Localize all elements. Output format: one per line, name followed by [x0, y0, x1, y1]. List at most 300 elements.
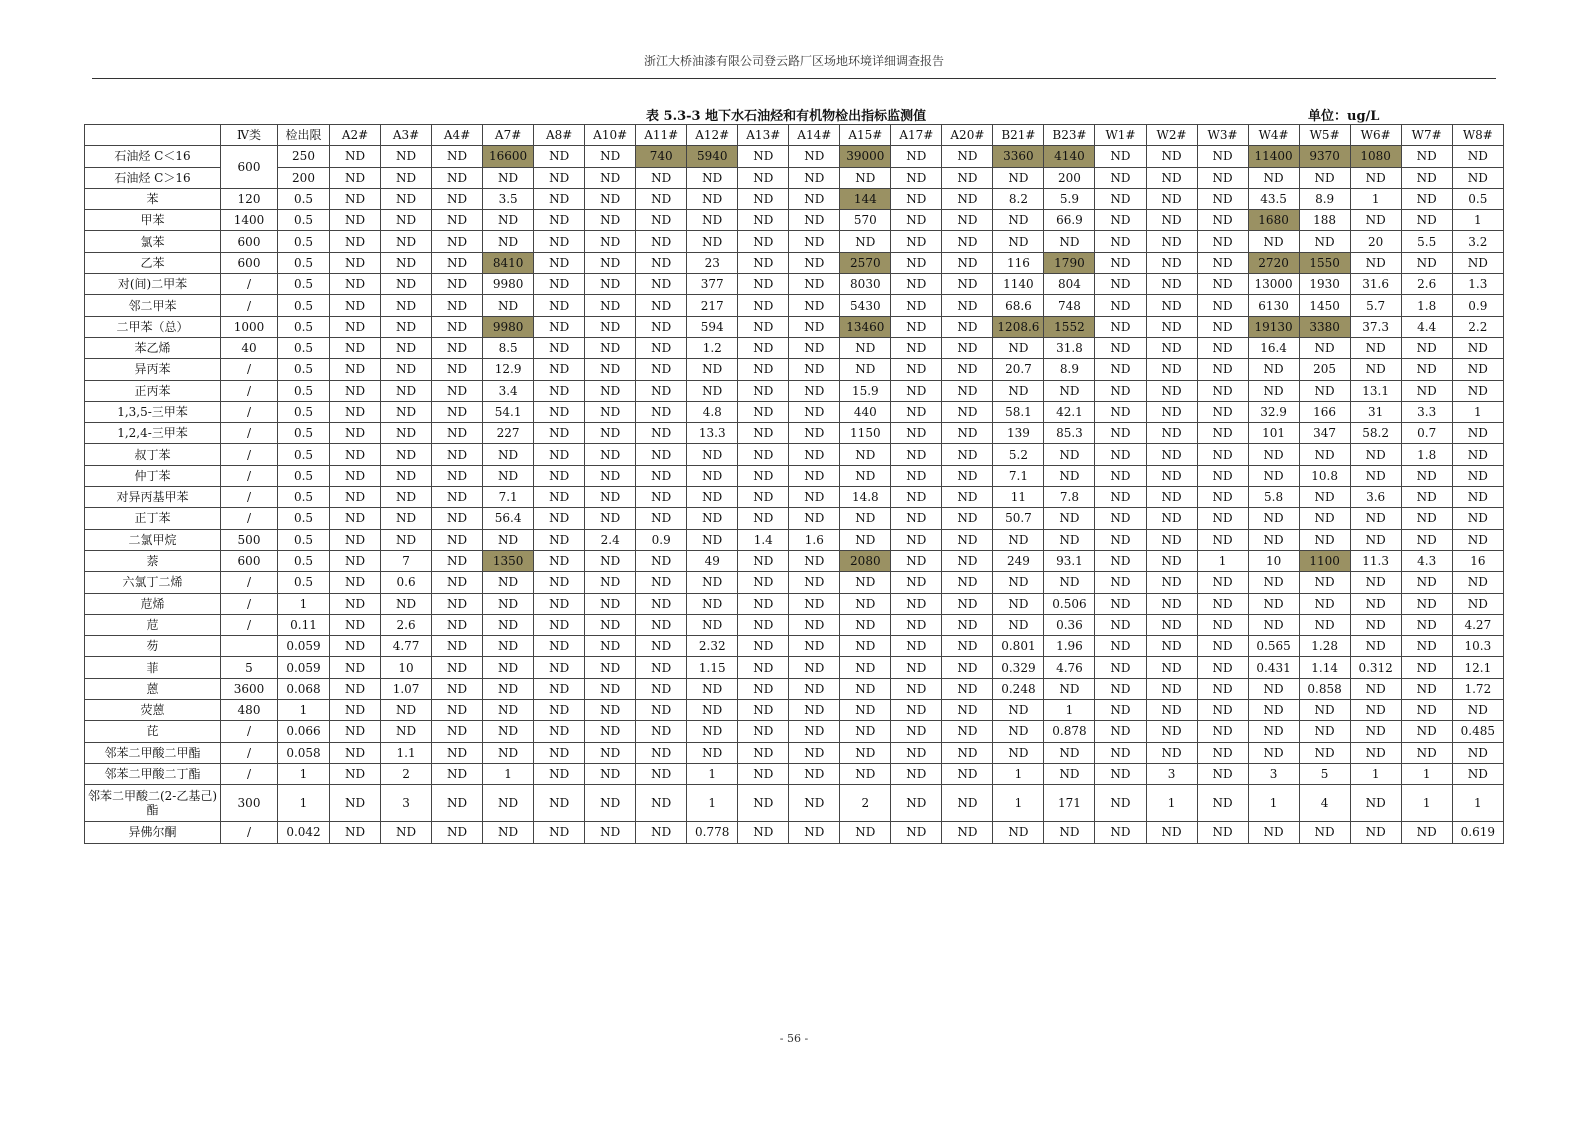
- measured-value: ND: [381, 274, 432, 295]
- measured-value: ND: [840, 593, 891, 614]
- measured-value: ND: [432, 550, 483, 571]
- measured-value: ND: [993, 337, 1044, 358]
- measured-value: ND: [432, 274, 483, 295]
- measured-value: ND: [942, 295, 993, 316]
- measured-value: ND: [789, 508, 840, 529]
- measured-value: ND: [483, 678, 534, 699]
- measured-value: ND: [1452, 529, 1503, 550]
- measured-value: ND: [330, 742, 381, 763]
- measured-value: ND: [432, 614, 483, 635]
- measured-value: ND: [738, 146, 789, 167]
- measured-value: ND: [1299, 822, 1350, 843]
- measured-value: ND: [1197, 188, 1248, 209]
- column-header: [85, 125, 221, 146]
- measured-value: ND: [942, 231, 993, 252]
- detection-limit: 0.5: [278, 487, 330, 508]
- measured-value: ND: [636, 678, 687, 699]
- exceedance-value: 16600: [483, 146, 534, 167]
- measured-value: ND: [483, 614, 534, 635]
- measured-value: 66.9: [1044, 210, 1095, 231]
- measured-value: 0.778: [687, 822, 738, 843]
- exceedance-value: 144: [840, 188, 891, 209]
- measured-value: 1: [1452, 401, 1503, 422]
- measured-value: ND: [993, 822, 1044, 843]
- measured-value: 5.7: [1350, 295, 1401, 316]
- detection-limit: 0.5: [278, 401, 330, 422]
- measured-value: ND: [534, 337, 585, 358]
- measured-value: ND: [687, 700, 738, 721]
- measured-value: ND: [1095, 657, 1146, 678]
- measured-value: ND: [738, 822, 789, 843]
- detection-limit: 1: [278, 700, 330, 721]
- measured-value: 11.3: [1350, 550, 1401, 571]
- measured-value: ND: [738, 572, 789, 593]
- measured-value: ND: [738, 380, 789, 401]
- measured-value: ND: [1044, 508, 1095, 529]
- measured-value: 188: [1299, 210, 1350, 231]
- measured-value: ND: [840, 678, 891, 699]
- column-header: W5#: [1299, 125, 1350, 146]
- measured-value: ND: [942, 359, 993, 380]
- measured-value: ND: [1350, 822, 1401, 843]
- measured-value: 0.36: [1044, 614, 1095, 635]
- column-header: B23#: [1044, 125, 1095, 146]
- exceedance-value: 2720: [1248, 252, 1299, 273]
- measured-value: ND: [636, 274, 687, 295]
- compound-name: 蒽: [85, 678, 221, 699]
- measured-value: 116: [993, 252, 1044, 273]
- measured-value: ND: [1146, 231, 1197, 252]
- column-header: W2#: [1146, 125, 1197, 146]
- table-row: [85, 700, 1504, 721]
- table-row: [85, 252, 1504, 273]
- detection-limit: 1: [278, 763, 330, 784]
- measured-value: ND: [1197, 444, 1248, 465]
- measured-value: ND: [942, 380, 993, 401]
- measured-value: ND: [330, 550, 381, 571]
- measured-value: ND: [891, 401, 942, 422]
- measured-value: 68.6: [993, 295, 1044, 316]
- measured-value: ND: [789, 188, 840, 209]
- measured-value: ND: [1095, 380, 1146, 401]
- measured-value: ND: [534, 401, 585, 422]
- measured-value: ND: [1248, 593, 1299, 614]
- measured-value: ND: [840, 822, 891, 843]
- measured-value: ND: [891, 359, 942, 380]
- table-header-row: [85, 125, 1504, 146]
- compound-name: 苯: [85, 188, 221, 209]
- measured-value: ND: [585, 380, 636, 401]
- measured-value: 56.4: [483, 508, 534, 529]
- measured-value: ND: [1350, 508, 1401, 529]
- measured-value: ND: [1197, 636, 1248, 657]
- measured-value: ND: [738, 785, 789, 822]
- measured-value: ND: [585, 636, 636, 657]
- measured-value: ND: [1299, 572, 1350, 593]
- measured-value: ND: [1095, 763, 1146, 784]
- measured-value: 31.8: [1044, 337, 1095, 358]
- measured-value: ND: [1146, 146, 1197, 167]
- column-header: W1#: [1095, 125, 1146, 146]
- measured-value: 85.3: [1044, 423, 1095, 444]
- measured-value: ND: [840, 231, 891, 252]
- measured-value: ND: [1452, 444, 1503, 465]
- measured-value: 10: [381, 657, 432, 678]
- measured-value: ND: [942, 487, 993, 508]
- measured-value: ND: [1452, 380, 1503, 401]
- measured-value: ND: [1095, 508, 1146, 529]
- column-header: A10#: [585, 125, 636, 146]
- measured-value: ND: [534, 274, 585, 295]
- measured-value: ND: [789, 146, 840, 167]
- measured-value: ND: [330, 822, 381, 843]
- measured-value: 93.1: [1044, 550, 1095, 571]
- measured-value: ND: [381, 316, 432, 337]
- measured-value: ND: [1248, 529, 1299, 550]
- measured-value: ND: [1197, 614, 1248, 635]
- measured-value: ND: [891, 231, 942, 252]
- measured-value: ND: [942, 252, 993, 273]
- table-row: [85, 742, 1504, 763]
- measured-value: ND: [1146, 700, 1197, 721]
- measured-value: 1: [1350, 763, 1401, 784]
- measured-value: ND: [1401, 252, 1452, 273]
- measured-value: 1: [1452, 785, 1503, 822]
- compound-name: 邻苯二甲酸二(2-乙基己)酯: [85, 785, 221, 822]
- measured-value: ND: [636, 657, 687, 678]
- measured-value: 54.1: [483, 401, 534, 422]
- measured-value: ND: [738, 252, 789, 273]
- measured-value: ND: [1095, 188, 1146, 209]
- measured-value: ND: [534, 444, 585, 465]
- measured-value: ND: [585, 188, 636, 209]
- measured-value: ND: [1044, 742, 1095, 763]
- measured-value: ND: [534, 700, 585, 721]
- measured-value: ND: [1095, 401, 1146, 422]
- measured-value: ND: [1248, 572, 1299, 593]
- measured-value: 5.8: [1248, 487, 1299, 508]
- compound-name: 苊烯: [85, 593, 221, 614]
- measured-value: ND: [993, 210, 1044, 231]
- measured-value: ND: [381, 252, 432, 273]
- measured-value: ND: [789, 295, 840, 316]
- measured-value: 43.5: [1248, 188, 1299, 209]
- measured-value: ND: [789, 316, 840, 337]
- measured-value: ND: [1146, 465, 1197, 486]
- measured-value: ND: [1146, 742, 1197, 763]
- measured-value: ND: [483, 465, 534, 486]
- measured-value: ND: [789, 822, 840, 843]
- measured-value: ND: [1401, 210, 1452, 231]
- table-body: [85, 146, 1504, 843]
- measured-value: 1450: [1299, 295, 1350, 316]
- measured-value: ND: [687, 465, 738, 486]
- measured-value: 200: [1044, 167, 1095, 188]
- measured-value: ND: [1299, 337, 1350, 358]
- measured-value: ND: [1146, 423, 1197, 444]
- measured-value: ND: [1044, 380, 1095, 401]
- measured-value: ND: [738, 550, 789, 571]
- measured-value: ND: [1452, 167, 1503, 188]
- measured-value: ND: [483, 231, 534, 252]
- measured-value: ND: [1350, 614, 1401, 635]
- measured-value: ND: [840, 742, 891, 763]
- exceedance-value: 1790: [1044, 252, 1095, 273]
- measured-value: ND: [687, 188, 738, 209]
- measured-value: ND: [1401, 146, 1452, 167]
- measured-value: ND: [738, 721, 789, 742]
- table-row: [85, 678, 1504, 699]
- measured-value: ND: [330, 231, 381, 252]
- measured-value: ND: [1095, 465, 1146, 486]
- measured-value: ND: [1248, 465, 1299, 486]
- measured-value: 1: [687, 763, 738, 784]
- standard-value: /: [221, 444, 278, 465]
- measured-value: ND: [330, 700, 381, 721]
- measured-value: 1: [1248, 785, 1299, 822]
- measured-value: ND: [1146, 401, 1197, 422]
- measured-value: ND: [942, 146, 993, 167]
- measured-value: ND: [483, 700, 534, 721]
- measured-value: ND: [636, 210, 687, 231]
- measured-value: 1: [993, 785, 1044, 822]
- measured-value: ND: [534, 657, 585, 678]
- measured-value: 20.7: [993, 359, 1044, 380]
- exceedance-value: 2080: [840, 550, 891, 571]
- measured-value: ND: [738, 167, 789, 188]
- measured-value: ND: [1146, 252, 1197, 273]
- measured-value: ND: [585, 167, 636, 188]
- measured-value: ND: [840, 700, 891, 721]
- table-row: [85, 487, 1504, 508]
- standard-value: /: [221, 508, 278, 529]
- measured-value: ND: [1248, 700, 1299, 721]
- measured-value: ND: [330, 359, 381, 380]
- measured-value: ND: [993, 167, 1044, 188]
- measured-value: ND: [1044, 529, 1095, 550]
- measured-value: ND: [534, 678, 585, 699]
- measured-value: ND: [432, 593, 483, 614]
- detection-limit: 0.5: [278, 252, 330, 273]
- standard-value: [221, 636, 278, 657]
- column-header: A2#: [330, 125, 381, 146]
- measured-value: ND: [1248, 721, 1299, 742]
- measured-value: ND: [1044, 822, 1095, 843]
- measured-value: ND: [1350, 210, 1401, 231]
- table-row: [85, 188, 1504, 209]
- measured-value: ND: [534, 167, 585, 188]
- measured-value: ND: [993, 742, 1044, 763]
- measured-value: ND: [789, 700, 840, 721]
- measured-value: ND: [1146, 678, 1197, 699]
- measured-value: ND: [1401, 487, 1452, 508]
- measured-value: ND: [1197, 785, 1248, 822]
- standard-value: /: [221, 423, 278, 444]
- measured-value: ND: [330, 593, 381, 614]
- measured-value: ND: [789, 167, 840, 188]
- column-header: A12#: [687, 125, 738, 146]
- measured-value: ND: [840, 337, 891, 358]
- table-row: [85, 465, 1504, 486]
- measured-value: ND: [432, 359, 483, 380]
- measured-value: 2: [381, 763, 432, 784]
- measured-value: ND: [942, 274, 993, 295]
- standard-value: /: [221, 593, 278, 614]
- table-row: [85, 636, 1504, 657]
- measured-value: ND: [1452, 465, 1503, 486]
- measured-value: ND: [330, 316, 381, 337]
- table-row: [85, 274, 1504, 295]
- measured-value: ND: [330, 380, 381, 401]
- measured-value: 12.1: [1452, 657, 1503, 678]
- measured-value: ND: [585, 252, 636, 273]
- measured-value: ND: [789, 210, 840, 231]
- measured-value: ND: [840, 721, 891, 742]
- measured-value: 3.6: [1350, 487, 1401, 508]
- measured-value: ND: [942, 593, 993, 614]
- detection-limit: 1: [278, 785, 330, 822]
- detection-limit: 0.5: [278, 508, 330, 529]
- measured-value: 13.1: [1350, 380, 1401, 401]
- measured-value: ND: [1197, 316, 1248, 337]
- measured-value: ND: [1095, 316, 1146, 337]
- measured-value: ND: [1095, 444, 1146, 465]
- measured-value: ND: [891, 423, 942, 444]
- measured-value: ND: [891, 593, 942, 614]
- measured-value: ND: [789, 274, 840, 295]
- measured-value: ND: [585, 785, 636, 822]
- detection-limit: 0.059: [278, 636, 330, 657]
- measured-value: ND: [942, 337, 993, 358]
- measured-value: ND: [483, 444, 534, 465]
- measured-value: 227: [483, 423, 534, 444]
- measured-value: ND: [1146, 593, 1197, 614]
- measured-value: ND: [483, 529, 534, 550]
- measured-value: 58.1: [993, 401, 1044, 422]
- measured-value: ND: [1197, 487, 1248, 508]
- measured-value: ND: [1197, 252, 1248, 273]
- measured-value: ND: [585, 822, 636, 843]
- measured-value: ND: [1095, 423, 1146, 444]
- measured-value: ND: [381, 146, 432, 167]
- measured-value: ND: [942, 572, 993, 593]
- measured-value: ND: [1299, 593, 1350, 614]
- measured-value: ND: [789, 231, 840, 252]
- measured-value: ND: [891, 678, 942, 699]
- measured-value: ND: [432, 167, 483, 188]
- measured-value: ND: [789, 465, 840, 486]
- measured-value: 1: [993, 763, 1044, 784]
- measured-value: ND: [330, 146, 381, 167]
- measured-value: ND: [1095, 550, 1146, 571]
- measured-value: ND: [1146, 636, 1197, 657]
- measured-value: 2.4: [585, 529, 636, 550]
- measured-value: ND: [534, 822, 585, 843]
- measured-value: ND: [1146, 572, 1197, 593]
- standard-value: /: [221, 763, 278, 784]
- measured-value: ND: [1197, 508, 1248, 529]
- table-row: [85, 423, 1504, 444]
- measured-value: ND: [789, 487, 840, 508]
- standard-value: /: [221, 822, 278, 843]
- compound-name: 石油烃 C＞16: [85, 167, 221, 188]
- measured-value: 23: [687, 252, 738, 273]
- measured-value: ND: [789, 423, 840, 444]
- measured-value: ND: [891, 614, 942, 635]
- measured-value: ND: [534, 721, 585, 742]
- measured-value: ND: [534, 763, 585, 784]
- measured-value: ND: [1401, 167, 1452, 188]
- measured-value: ND: [942, 721, 993, 742]
- measured-value: ND: [1146, 274, 1197, 295]
- measured-value: ND: [534, 508, 585, 529]
- measured-value: ND: [585, 337, 636, 358]
- measured-value: ND: [1452, 572, 1503, 593]
- measured-value: ND: [891, 167, 942, 188]
- table-row: [85, 380, 1504, 401]
- measured-value: 570: [840, 210, 891, 231]
- measured-value: ND: [993, 614, 1044, 635]
- measured-value: ND: [1146, 822, 1197, 843]
- measured-value: ND: [1146, 657, 1197, 678]
- measured-value: ND: [840, 636, 891, 657]
- measured-value: ND: [738, 742, 789, 763]
- measured-value: ND: [534, 423, 585, 444]
- measured-value: ND: [1401, 572, 1452, 593]
- measured-value: ND: [330, 210, 381, 231]
- measured-value: 4.77: [381, 636, 432, 657]
- measured-value: 594: [687, 316, 738, 337]
- measured-value: ND: [432, 423, 483, 444]
- measured-value: 3.5: [483, 188, 534, 209]
- measured-value: ND: [1095, 742, 1146, 763]
- column-header: A17#: [891, 125, 942, 146]
- measured-value: ND: [585, 231, 636, 252]
- detection-limit: 1: [278, 593, 330, 614]
- measured-value: ND: [330, 721, 381, 742]
- measured-value: 1140: [993, 274, 1044, 295]
- measured-value: ND: [636, 401, 687, 422]
- measured-value: ND: [1401, 614, 1452, 635]
- measured-value: ND: [891, 465, 942, 486]
- table-caption: 表 5.3-3 地下水石油烃和有机物检出指标监测值: [646, 109, 927, 124]
- measured-value: ND: [1401, 593, 1452, 614]
- measured-value: ND: [1197, 295, 1248, 316]
- measured-value: ND: [1095, 822, 1146, 843]
- measured-value: ND: [1095, 231, 1146, 252]
- exceedance-value: 1680: [1248, 210, 1299, 231]
- measured-value: ND: [585, 700, 636, 721]
- detection-limit: 0.5: [278, 274, 330, 295]
- exceedance-value: 1208.6: [993, 316, 1044, 337]
- measured-value: ND: [585, 146, 636, 167]
- column-header: A7#: [483, 125, 534, 146]
- measured-value: ND: [432, 465, 483, 486]
- measured-value: ND: [534, 614, 585, 635]
- measured-value: ND: [942, 700, 993, 721]
- detection-limit: 0.5: [278, 210, 330, 231]
- measured-value: ND: [1299, 508, 1350, 529]
- table-row: [85, 337, 1504, 358]
- standard-value: /: [221, 380, 278, 401]
- compound-name: 萘: [85, 550, 221, 571]
- measured-value: ND: [330, 636, 381, 657]
- measured-value: ND: [636, 465, 687, 486]
- measured-value: 0.9: [1452, 295, 1503, 316]
- measured-value: ND: [1452, 593, 1503, 614]
- measured-value: ND: [789, 337, 840, 358]
- exceedance-value: 1350: [483, 550, 534, 571]
